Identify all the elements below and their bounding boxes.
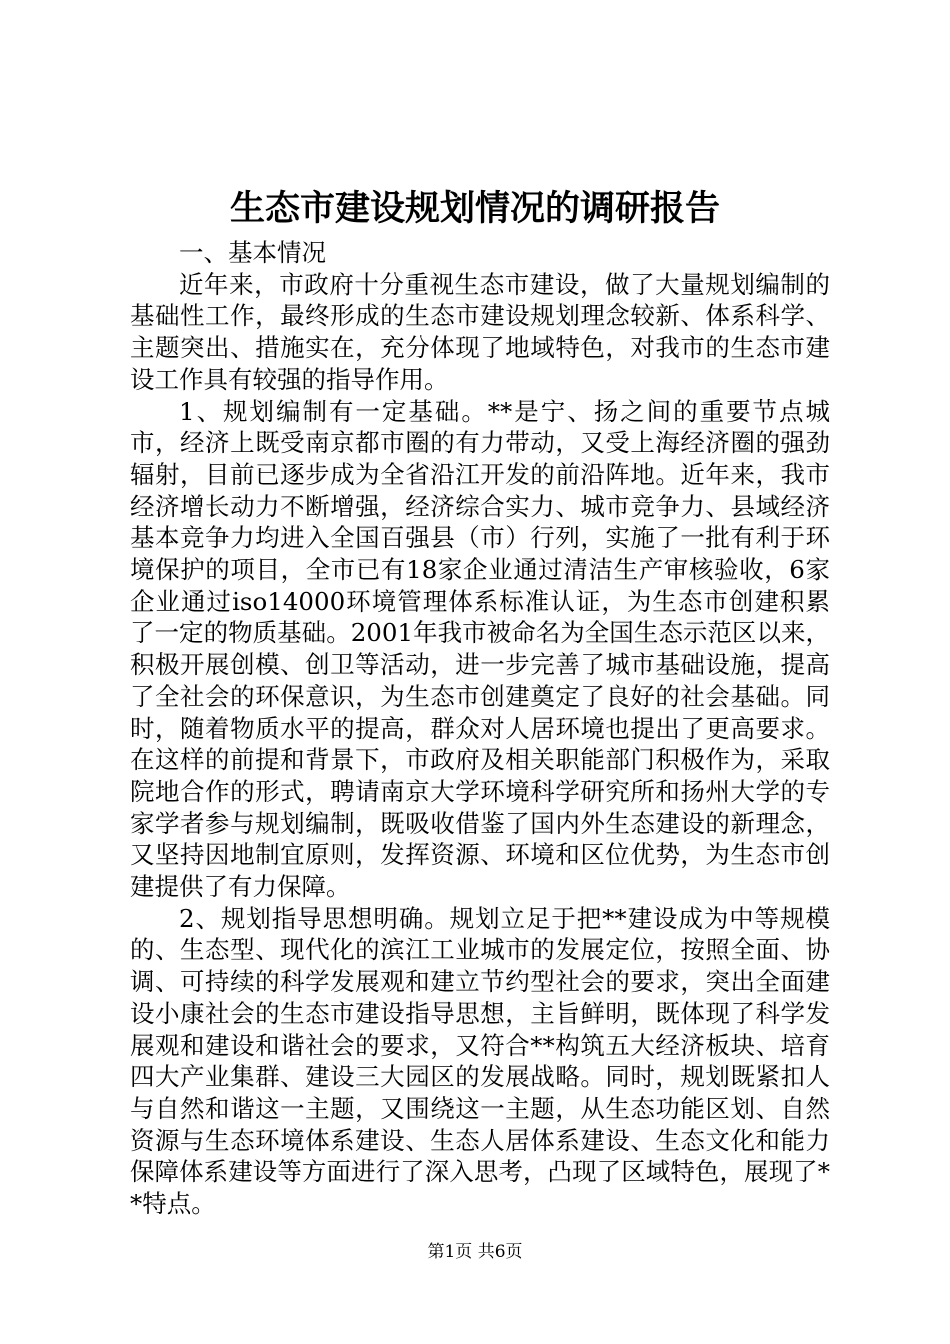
paragraph-point-2: 2、规划指导思想明确。规划立足于把**建设成为中等规模的、生态型、现代化的滨江工业城市的发展定位，按照全面、协调、可持续的科学发展观和建立节约型社会的要求，突出全面建设小康社会的生态市建设指导思想，主旨鲜明，既体现了科学发展观和建设和谐社会的要求，又符合**构筑五大经济板块、培育四大产业集群、建设三大园区的发展战略。同时，规划既紧扣人与自然和谐这一主题，又围绕这一主题，从生态功能区划、自然资源与生态环境体系建设、生态人居体系建设、生态文化和能力保障体系建设等方面进行了深入思考，凸现了区域特色，展现了**特点。 bbox=[130, 903, 830, 1219]
document-body bbox=[130, 237, 830, 1220]
paragraph-point-1: 1、规划编制有一定基础。**是宁、扬之间的重要节点城市，经济上既受南京都市圈的有力带动，又受上海经济圈的强劲辐射，目前已逐步成为全省沿江开发的前沿阵地。近年来，我市经济增长动力不断增强，经济综合实力、城市竞争力、县域经济基本竞争力均进入全国百强县（市）行列，实施了一批有利于环境保护的项目，全市已有18家企业通过清洁生产审核验收，6家企业通过iso14000环境管理体系标准认证，为生态市创建积累了一定的物质基础。2001年我市被命名为全国生态示范区以来，积极开展创模、创卫等活动，进一步完善了城市基础设施，提高了全社会的环保意识，为生态市创建奠定了良好的社会基础。同时，随着物质水平的提高，群众对人居环境也提出了更高要求。在这样的前提和背景下，市政府及相关职能部门积极作为，采取院地合作的形式，聘请南京大学环境科学研究所和扬州大学的专家学者参与规划编制，既吸收借鉴了国内外生态建设的新理念，又坚持因地制宜原则，发挥资源、环境和区位优势，为生态市创建提供了有力保障。 bbox=[130, 396, 830, 902]
paragraph-intro: 近年来，市政府十分重视生态市建设，做了大量规划编制的基础性工作，最终形成的生态市建设规划理念较新、体系科学、主题突出、措施实在，充分体现了地域特色，对我市的生态市建设工作具有较强的指导作用。 bbox=[130, 269, 830, 394]
document-title: 生态市建设规划情况的调研报告 bbox=[229, 188, 720, 229]
section-heading: 一、基本情况 bbox=[179, 238, 326, 267]
page-number-footer: 第1页 共6页 bbox=[427, 1242, 523, 1262]
